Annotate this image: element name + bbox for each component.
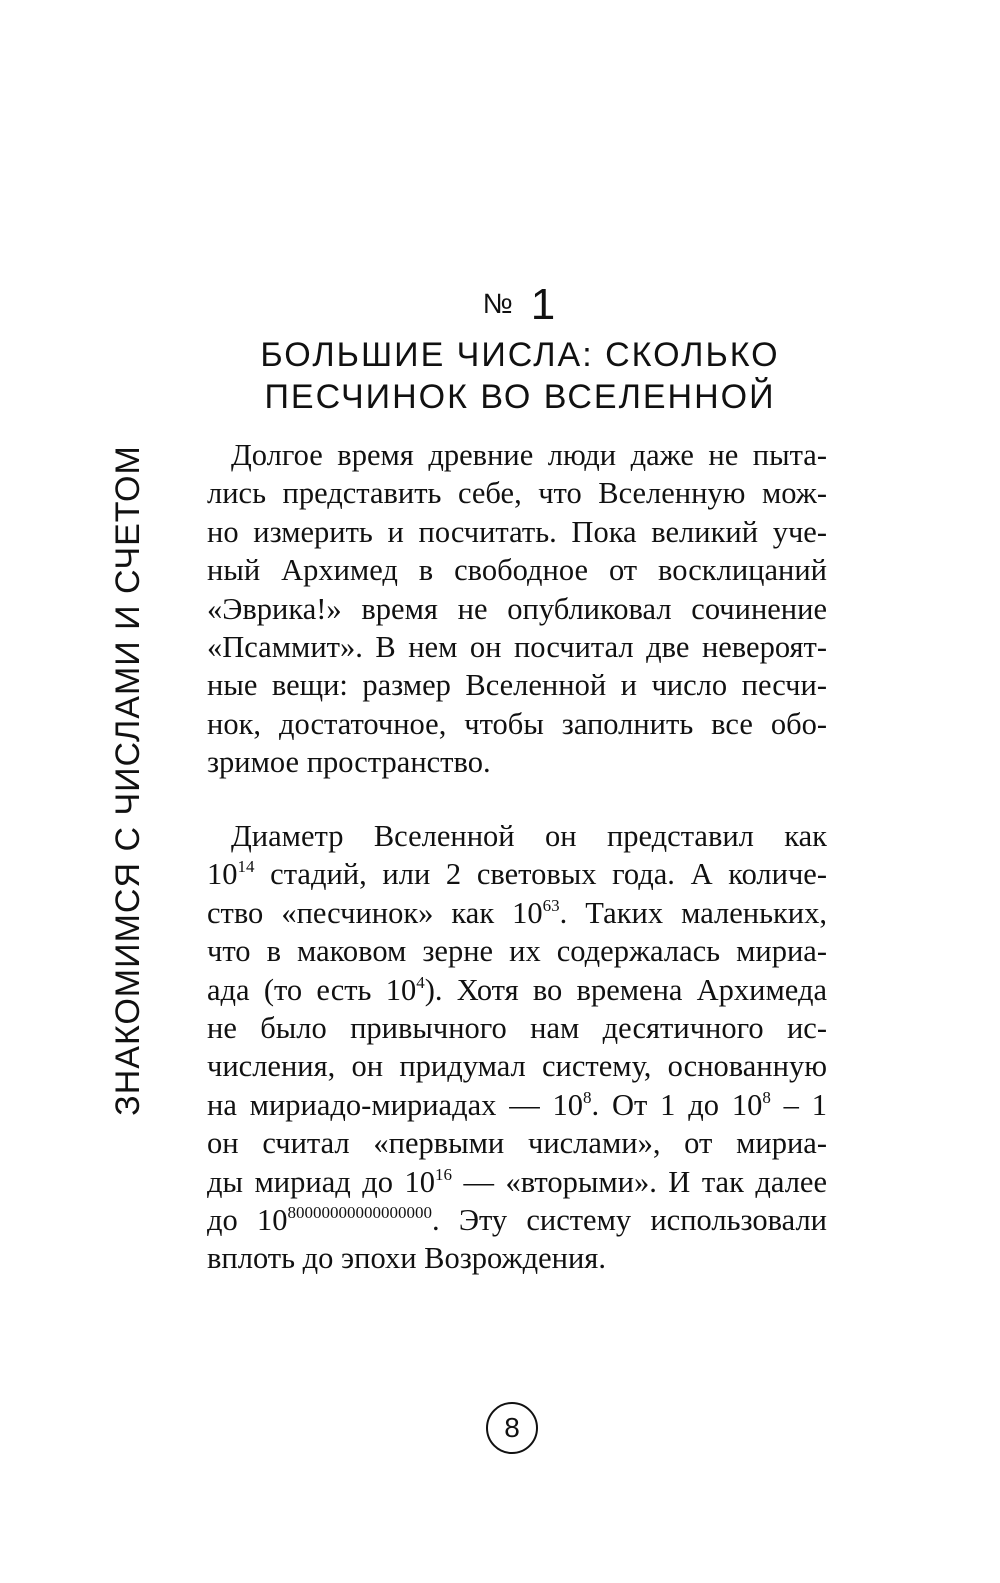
text-line: но измерить и посчитать. Пока великий уче-: [207, 514, 827, 549]
running-head-container: [98, 444, 158, 1116]
paragraph-2: [207, 817, 827, 1278]
text-fragment: ство «песчинок» как 10: [207, 895, 543, 930]
text-line: [207, 1086, 827, 1124]
text-line: [207, 855, 827, 893]
text-line: числения, он придумал систему, основанную: [207, 1049, 827, 1084]
text-line: «Эврика!» время не опубликовал сочинение: [207, 591, 827, 626]
text-fragment: . Таких маленьких,: [559, 895, 828, 930]
text-fragment: на мириадо-мириадах — 10: [207, 1087, 584, 1122]
text-line: зримое пространство.: [207, 745, 491, 780]
text-line: [207, 1201, 827, 1239]
text-fragment: . От 1 до 10: [591, 1087, 763, 1122]
chapter-title-line-2: ПЕСЧИНОК ВО ВСЕЛЕННОЙ: [264, 378, 776, 416]
text-line: [207, 971, 827, 1009]
text-line: «Псаммит». В нем он посчитал две невероят-: [207, 630, 827, 665]
paragraph-1: [207, 436, 827, 782]
text-fragment: . Эту систему использовали: [431, 1203, 827, 1238]
text-line: он считал «первыми числами», от мириа-: [207, 1126, 827, 1161]
exponent: 80000000000000000: [287, 1203, 432, 1223]
exponent: 8: [762, 1087, 771, 1107]
number-sign: №: [482, 288, 515, 319]
text-fragment: – 1: [770, 1087, 828, 1122]
text-fragment: 10: [207, 857, 238, 892]
text-line: Долгое время древние люди даже не пыта-: [231, 438, 827, 472]
text-line: Диаметр Вселенной он представил как: [231, 819, 827, 853]
exponent: 16: [435, 1164, 453, 1184]
text-fragment: стадий, или 2 световых года. А количе-: [254, 857, 827, 892]
text-line: ные вещи: размер Вселенной и число песчи-: [207, 668, 827, 703]
text-line: нок, достаточное, чтобы заполнить все обо-: [207, 706, 827, 741]
exponent: 63: [542, 895, 560, 915]
text-line: ный Архимед в свободное от восклицаний: [207, 553, 827, 588]
page-number: 8: [486, 1402, 538, 1454]
text-fragment: ). Хотя во времена Архимеда: [424, 972, 827, 1007]
text-line: [207, 894, 827, 932]
text-line: [207, 1163, 827, 1201]
chapter-number: [210, 280, 830, 330]
chapter-title-line-1: БОЛЬШИЕ ЧИСЛА: СКОЛЬКО: [260, 336, 780, 374]
running-head: ЗНАКОМИМСЯ С ЧИСЛАМИ И СЧЕТОМ: [108, 444, 147, 1116]
chapter-number-value: 1: [530, 280, 558, 329]
text-line: не было привычного нам десятичного ис-: [207, 1011, 827, 1046]
text-line: вплоть до эпохи Возрождения.: [207, 1241, 606, 1276]
chapter-title: [200, 334, 840, 418]
text-line: что в маковом зерне их содержалась мириа-: [207, 934, 827, 969]
exponent: 8: [583, 1087, 592, 1107]
exponent: 4: [416, 972, 425, 992]
exponent: 14: [237, 857, 255, 877]
text-fragment: ды мириад до 10: [207, 1164, 436, 1199]
text-fragment: — «вторыми». И так далее: [452, 1164, 827, 1199]
text-fragment: до 10: [207, 1203, 288, 1238]
text-line: лись представить себе, что Вселенную мож-: [207, 476, 827, 511]
text-fragment: ада (то есть 10: [207, 972, 417, 1007]
